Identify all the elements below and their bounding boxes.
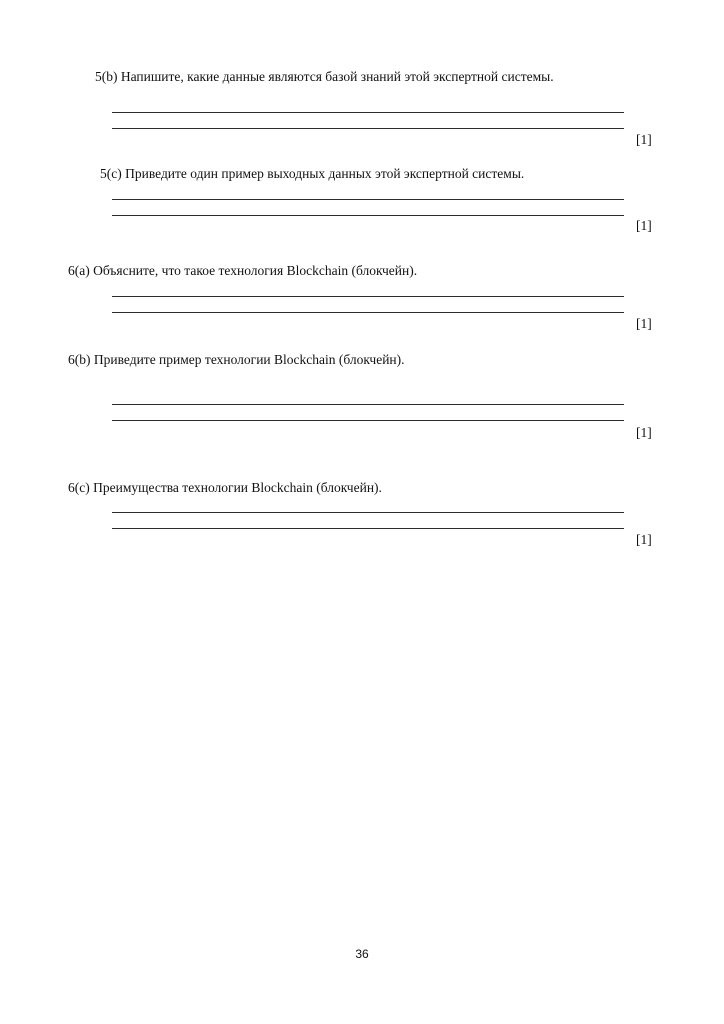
mark-5b: [1] [636, 132, 652, 147]
answer-line-5b-2[interactable] [112, 128, 624, 129]
mark-5c: [1] [636, 218, 652, 233]
answer-line-6c-1[interactable] [112, 512, 624, 513]
answer-line-6b-2[interactable] [112, 420, 624, 421]
question-5c-prompt: 5(c) Приведите один пример выходных данных этой экспертной системы. [100, 166, 525, 181]
question-6a-prompt: 6(a) Объясните, что такое технология Blockchain (блокчейн). [68, 263, 418, 278]
answer-line-6a-2[interactable] [112, 312, 624, 313]
question-5b-prompt: 5(b) Напишите, какие данные являются базой знаний этой экспертной системы. [95, 69, 554, 84]
answer-line-5c-1[interactable] [112, 199, 624, 200]
answer-line-6a-1[interactable] [112, 296, 624, 297]
answer-line-5c-2[interactable] [112, 215, 624, 216]
answer-line-5b-1[interactable] [112, 112, 624, 113]
mark-6c: [1] [636, 532, 652, 547]
mark-6a: [1] [636, 316, 652, 331]
answer-line-6c-2[interactable] [112, 528, 624, 529]
answer-line-6b-1[interactable] [112, 404, 624, 405]
mark-6b: [1] [636, 425, 652, 440]
question-6c-prompt: 6(c) Преимущества технологии Blockchain (блокчейн). [68, 480, 382, 495]
question-6b-prompt: 6(b) Приведите пример технологии Blockchain (блокчейн). [68, 352, 405, 367]
page-number: 36 [355, 947, 369, 961]
